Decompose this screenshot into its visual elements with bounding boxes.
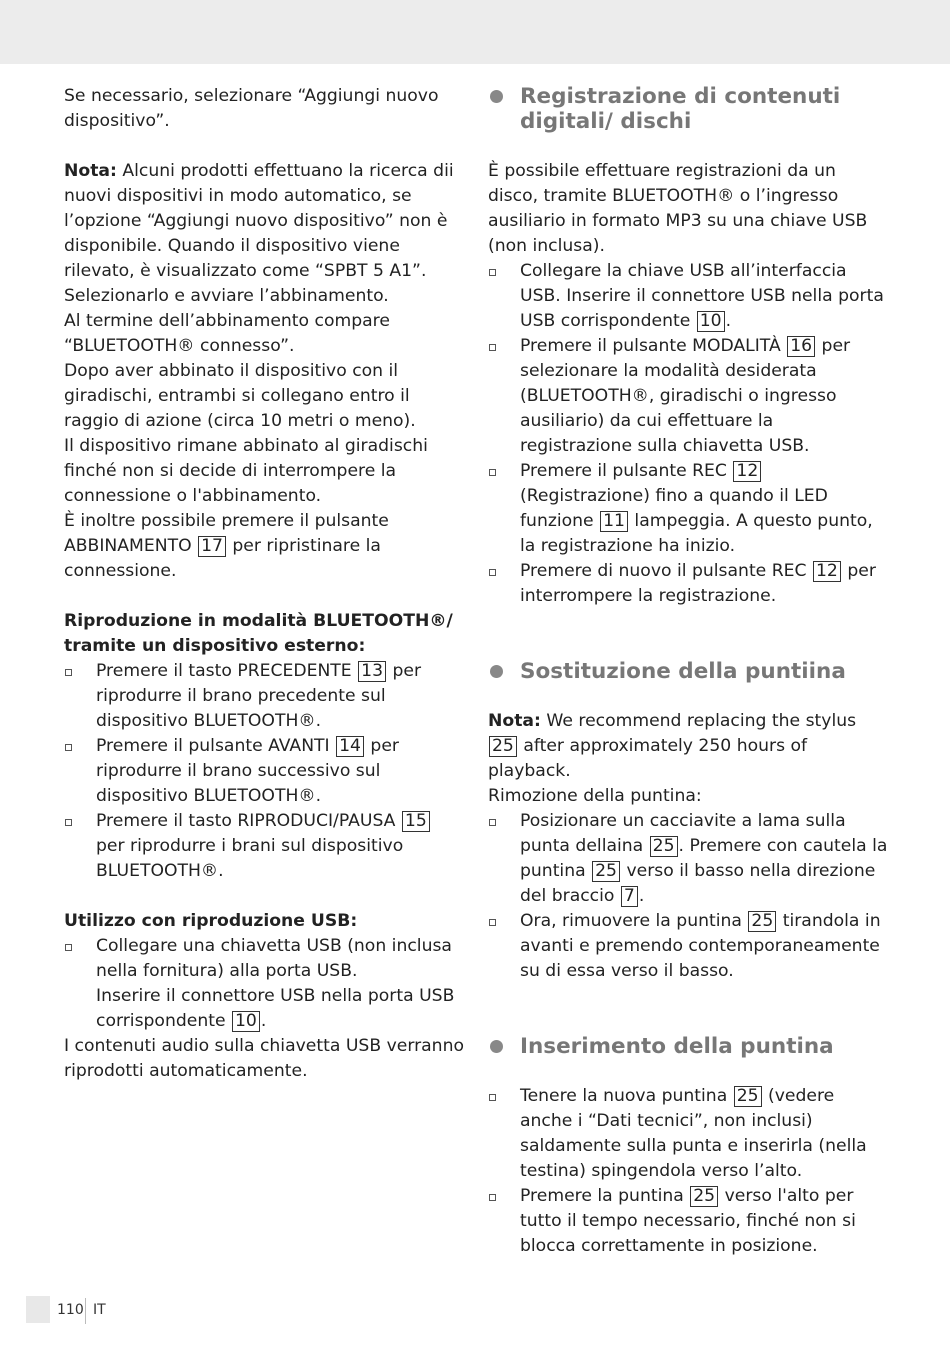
- note-text: Alcuni prodotti effettuano la ricerca dii nuovi dispositivi in modo automatico, se l’opzione “Aggiungi nuovo dispositivo” non è disponibile. Quando il dispositivo viene rilevato, è visualizzato come “SPBT 5 A1”. Selezionarlo e avviare l’abbinamento.: [64, 161, 454, 306]
- item-text: per riprodurre il brano successivo sul dispositivo BLUETOOTH®.: [96, 736, 399, 806]
- list-item: [488, 334, 888, 459]
- item-text: Inserire il connettore USB nella porta USB corrispondente: [96, 986, 455, 1031]
- note-paragraph: [64, 159, 464, 309]
- section-title-stylus-replace: [488, 659, 888, 684]
- section-title-text: Sostituzione della puntiina: [520, 659, 846, 684]
- list-item: [64, 734, 464, 809]
- section-title-stylus-insert: [488, 1034, 888, 1059]
- stylus-list: [488, 809, 888, 984]
- item-text: Premere il pulsante REC: [520, 461, 733, 481]
- ref-box: 15: [402, 811, 430, 832]
- item-text: per riprodurre i brani sul dispositivo BLUETOOTH®.: [96, 836, 404, 881]
- item-text: per riprodurre il brano precedente sul dispositivo BLUETOOTH®.: [96, 661, 422, 731]
- ref-box: 13: [358, 661, 386, 682]
- item-text: Premere il pulsante MODALITÀ: [520, 336, 787, 356]
- insert-list: [488, 1084, 888, 1259]
- item-text: Premere il pulsante AVANTI: [96, 736, 336, 756]
- item-text: lampeggia. A questo punto, la registrazione ha inizio.: [520, 511, 873, 556]
- item-text: Premere il tasto PRECEDENTE: [96, 661, 358, 681]
- ref-box: 25: [650, 836, 678, 857]
- list-item: [488, 259, 888, 334]
- footer-divider: [85, 1298, 86, 1324]
- language-code: IT: [93, 1302, 106, 1318]
- list-item: [488, 809, 888, 909]
- pair-button-text-a: È inoltre possibile premere il pulsante ABBINAMENTO: [64, 511, 389, 556]
- note-label: Nota:: [488, 711, 541, 731]
- ref-box: 25: [592, 861, 620, 882]
- list-item: [488, 1184, 888, 1259]
- ref-box: 7: [621, 886, 638, 907]
- item-text: Ora, rimuovere la puntina: [520, 911, 748, 931]
- list-item: [488, 559, 888, 609]
- ref-box: 25: [489, 736, 517, 757]
- ref-box: 25: [690, 1186, 718, 1207]
- item-text: Premere la puntina: [520, 1186, 690, 1206]
- pair-keep-text: Il dispositivo rimane abbinato al giradischi finché non si decide di interrompere la connessione o l'abbinamento.: [64, 436, 428, 506]
- rec-intro-text: È possibile effettuare registrazioni da un disco, tramite BLUETOOTH® o l’ingresso ausiliario in formato MP3 su una chiave USB (non inclusa).: [488, 161, 868, 256]
- footer-marker: [26, 1296, 50, 1323]
- ref-box: 25: [748, 911, 776, 932]
- pair-button-text-b: per ripristinare la connessione.: [64, 536, 381, 581]
- section-title-text: Inserimento della puntina: [520, 1034, 834, 1059]
- bt-heading: Riproduzione in modalità BLUETOOTH®/ tramite un dispositivo esterno:: [64, 611, 453, 656]
- item-text: tirandola in avanti e premendo contemporaneamente su di essa verso il basso.: [520, 911, 881, 981]
- ref-box: 14: [336, 736, 364, 757]
- usb-list: [64, 934, 464, 1034]
- intro-text: Se necessario, selezionare “Aggiungi nuovo dispositivo”.: [64, 86, 439, 131]
- item-text: Collegare una chiavetta USB (non inclusa nella fornitura) alla porta USB.: [96, 936, 452, 981]
- item-text: Posizionare un cacciavite a lama sulla punta dellaina: [520, 811, 846, 856]
- item-text: .: [638, 886, 645, 906]
- ref-box: 16: [787, 336, 815, 357]
- item-text: Premere di nuovo il pulsante REC: [520, 561, 812, 581]
- item-text: verso l'alto per tutto il tempo necessario, finché non si blocca correttamente in posizione.: [520, 1186, 856, 1256]
- ref-box: 10: [697, 311, 725, 332]
- list-item: [64, 809, 464, 884]
- rec-list: [488, 259, 888, 609]
- list-item: [64, 659, 464, 734]
- right-column: [488, 84, 888, 1259]
- ref-box: 11: [600, 511, 628, 532]
- usb-heading: Utilizzo con riproduzione USB:: [64, 911, 358, 931]
- item-text: per interrompere la registrazione.: [520, 561, 876, 606]
- ref-box: 25: [734, 1086, 762, 1107]
- pair-done-text: Al termine dell’abbinamento compare “BLUETOOTH® connesso”.: [64, 311, 390, 356]
- left-column: [64, 84, 464, 1084]
- item-text: . Premere con cautela la puntina: [520, 836, 888, 881]
- item-text: .: [725, 311, 732, 331]
- item-text: Tenere la nuova puntina: [520, 1086, 733, 1106]
- ref-box: 10: [232, 1011, 260, 1032]
- list-item: [64, 934, 464, 1034]
- item-text: (vedere anche i “Dati tecnici”, non inclusi) saldamente sulla punta e inserirla (nella testina) spingendola verso l’alto.: [520, 1086, 867, 1181]
- bullet-dot-icon: [490, 665, 503, 678]
- usb-outro-text: I contenuti audio sulla chiavetta USB verranno riprodotti automaticamente.: [64, 1036, 464, 1081]
- bullet-dot-icon: [490, 90, 503, 103]
- item-text: (Registrazione) fino a quando il LED funzione: [520, 486, 828, 531]
- page-number: 110: [57, 1302, 84, 1318]
- note-label: Nota:: [64, 161, 117, 181]
- item-text: Collegare la chiave USB all’interfaccia USB. Inserire il connettore USB nella porta USB corrispondente: [520, 261, 884, 331]
- stylus-note: [488, 709, 888, 784]
- pair-range-text: Dopo aver abbinato il dispositivo con il giradischi, entrambi si collegano entro il raggio di azione (circa 10 metri o meno).: [64, 361, 416, 431]
- pair-button-text: [64, 509, 464, 584]
- note-text: We recommend replacing the stylus: [540, 711, 857, 731]
- item-text: per selezionare la modalità desiderata (BLUETOOTH®, giradischi o ingresso ausiliario) da cui effettuare la registrazione sulla chiavetta USB.: [520, 336, 851, 456]
- stylus-remove-text: Rimozione della puntina:: [488, 786, 702, 806]
- section-title-recording: [488, 84, 888, 134]
- ref-box: 17: [198, 536, 226, 557]
- ref-box: 12: [733, 461, 761, 482]
- item-text: verso il basso nella direzione del braccio: [520, 861, 876, 906]
- item-text: Premere il tasto RIPRODUCI/PAUSA: [96, 811, 401, 831]
- bullet-dot-icon: [490, 1040, 503, 1053]
- note-text: after approximately 250 hours of playback.: [488, 736, 808, 781]
- ref-box: 12: [813, 561, 841, 582]
- list-item: [488, 459, 888, 559]
- header-band: [0, 0, 950, 64]
- item-text: .: [260, 1011, 267, 1031]
- section-title-text: Registrazione di contenuti digitali/ dischi: [520, 84, 841, 134]
- bt-list: [64, 659, 464, 884]
- list-item: [488, 909, 888, 984]
- list-item: [488, 1084, 888, 1184]
